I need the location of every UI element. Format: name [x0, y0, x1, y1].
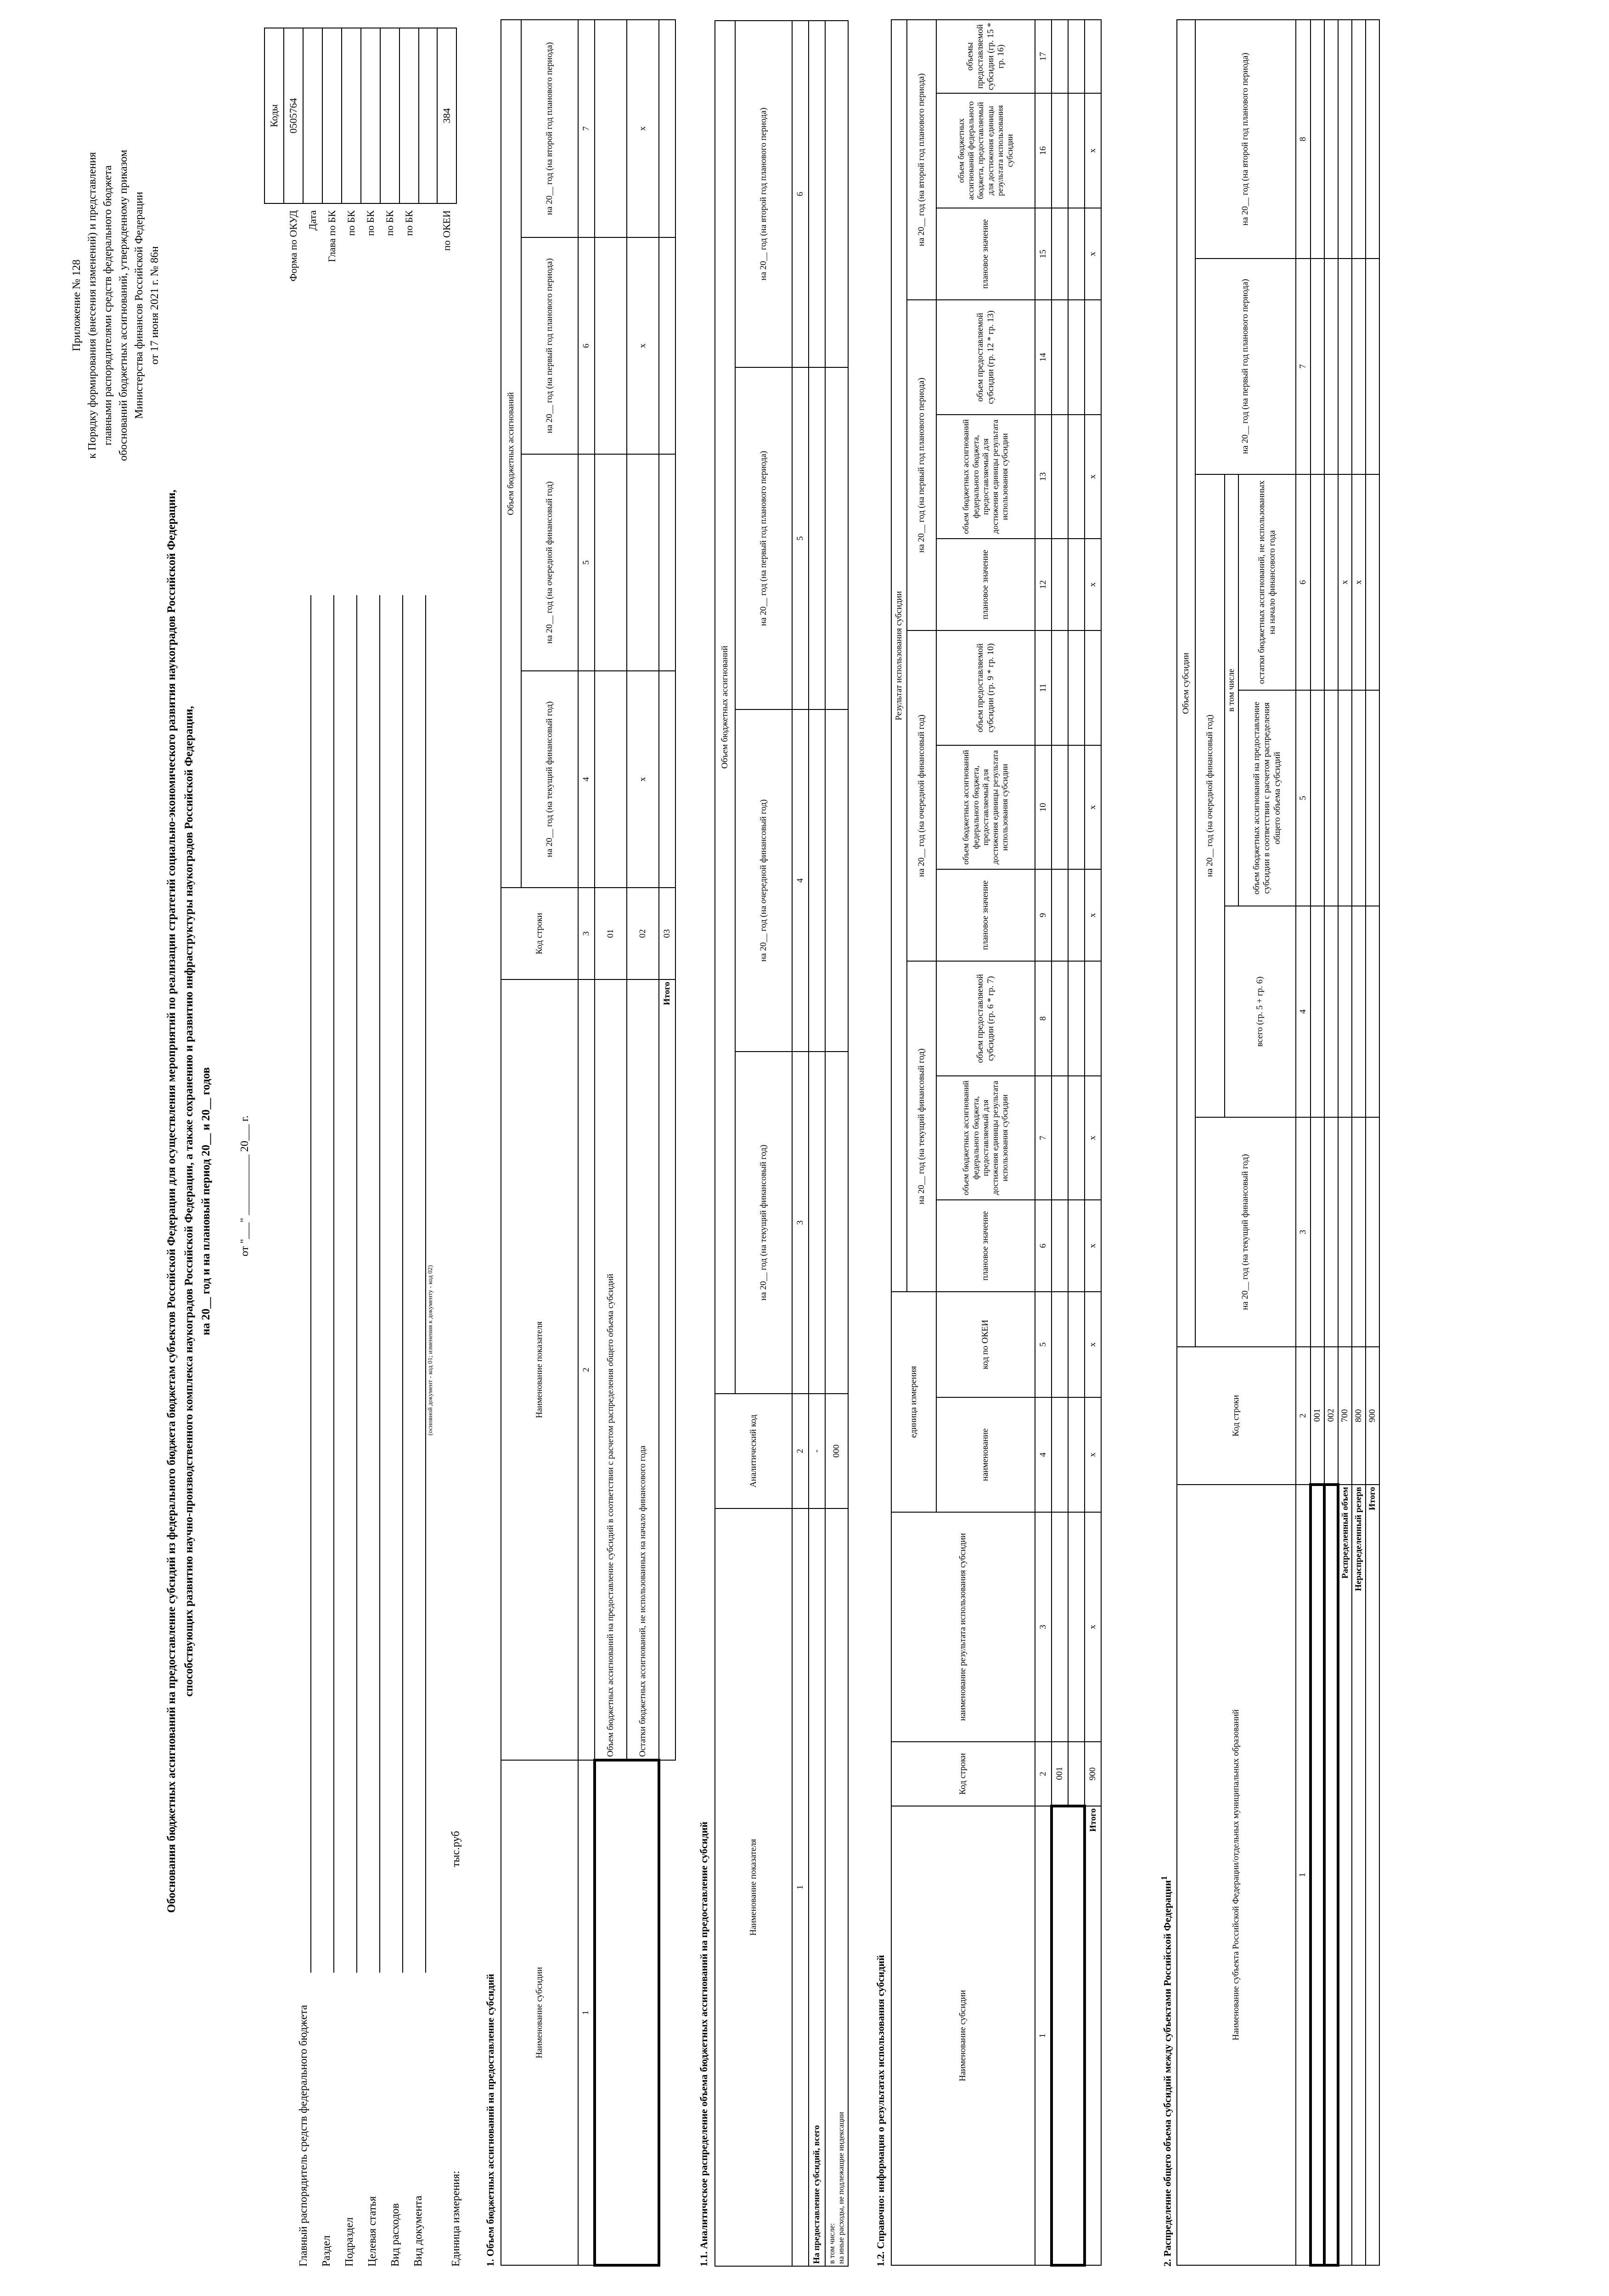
s1-cell[interactable] [659, 454, 675, 671]
s2-cell[interactable] [1311, 906, 1324, 1117]
code-value [399, 28, 419, 203]
appendix-block [69, 18, 163, 592]
s1-row-indicator: Остатки бюджетных ассигнований, не использованных на начало финансового года [627, 979, 659, 1760]
s1-cell[interactable] [659, 671, 675, 888]
col-num: 17 [1035, 20, 1052, 93]
s1-cell-x: x [627, 237, 659, 454]
doc-type-note: (основной документ - код 01; изменения к документу - код 02) [427, 1265, 434, 1435]
s12-h-volume: объемы предоставляемой субсидии (гр. 15 * гр. 16) [936, 20, 1035, 93]
col-num: 1 [792, 1508, 809, 2266]
s1-cell[interactable] [595, 454, 627, 671]
s12-cell[interactable] [1052, 539, 1068, 630]
s11-cell[interactable] [825, 1052, 848, 1394]
s12-h-year: на 20__ год (на первый год планового периода) [907, 300, 936, 630]
s12-cell-x: x [1085, 93, 1101, 208]
s11-h-code: Аналитический код [715, 1394, 792, 1508]
meta-label-gr: Главный распорядитель средств федерального бюджета [298, 2005, 309, 2267]
s12-h-per-unit: объем бюджетных ассигнований федерального бюджета, предоставляемый для достижения единицы результата использования субсидии [936, 1076, 1035, 1200]
s2-undist-code: 800 [1352, 1347, 1366, 1485]
s12-h-volume: объем предоставляемой субсидии (гр. 9 * гр. 10) [936, 630, 1035, 745]
s12-h-year: на 20__ год (на очередной финансовый год) [907, 630, 936, 961]
meta-line [378, 595, 380, 1973]
s1-subsidy-name-cell[interactable] [595, 1760, 659, 2265]
col-num: 2 [792, 1394, 809, 1508]
s1-h-indicator: Наименование показателя [501, 979, 578, 1760]
unit-value: тыс.руб [450, 1831, 462, 1867]
s2-cell[interactable] [1338, 20, 1352, 259]
col-num: 11 [1035, 630, 1052, 745]
s12-h-result-name: наименование результата использования субсидии [891, 1512, 1035, 1742]
s12-cell[interactable] [1085, 20, 1101, 93]
s12-cell[interactable] [1068, 208, 1085, 300]
s12-row-code: 001 [1052, 1742, 1068, 1806]
s12-cell-x: x [1085, 1512, 1101, 1742]
s1-h-year: на 20__ год (на первый год планового периода) [521, 237, 578, 454]
s2-cell[interactable] [1366, 690, 1379, 906]
unit-label: Единица измерения: [450, 2171, 462, 2267]
col-num: 12 [1035, 539, 1052, 630]
s1-cell[interactable] [595, 671, 627, 888]
s1-h-year: на 20__ год (на второй год планового периода) [521, 20, 578, 237]
s1-cell[interactable] [595, 20, 627, 237]
col-num: 8 [1035, 961, 1052, 1076]
section-1-2-table [891, 19, 1102, 2267]
s2-h-total: всего (гр. 5 + гр. 6) [1225, 906, 1296, 1117]
s2-cell-x: x [1352, 474, 1366, 690]
code-label: Форма по ОКУД [287, 210, 299, 281]
s11-cell[interactable] [825, 21, 848, 367]
col-num: 5 [792, 367, 809, 709]
col-num: 4 [792, 709, 809, 1052]
s2-region-cell[interactable] [1311, 1485, 1324, 2265]
document-date: от "___" ___________ 20___ г. [239, 1115, 251, 1256]
s2-cell[interactable] [1366, 1117, 1379, 1347]
document-title [163, 306, 215, 2097]
s11-h-volume: Объем бюджетных ассигнований [715, 21, 735, 1394]
s11-cell[interactable] [825, 367, 848, 709]
s1-cell[interactable] [627, 454, 659, 671]
s2-cell[interactable] [1311, 1117, 1324, 1347]
code-label: Глава по БК [326, 210, 338, 262]
s2-cell[interactable] [1338, 906, 1352, 1117]
s12-h-year: на 20__ год (на второй год планового периода) [907, 20, 936, 300]
s2-cell[interactable] [1366, 259, 1379, 474]
s2-cell[interactable] [1366, 906, 1379, 1117]
appendix-line: Министерства финансов Российской Федерации [133, 191, 146, 419]
s1-total-label: Итого [659, 979, 675, 1760]
s1-h-code: Код строки [501, 888, 578, 979]
s12-total-code: 900 [1085, 1742, 1101, 1806]
s11-incl-label: в том числе: [827, 2223, 836, 2264]
col-num: 4 [1035, 1397, 1052, 1512]
s12-cell[interactable] [1068, 20, 1085, 93]
s1-h-year: на 20__ год (на текущий финансовый год) [521, 671, 578, 888]
col-num: 4 [578, 671, 595, 888]
s12-h-volume: объем предоставляемой субсидии (гр. 12 * гр. 13) [936, 300, 1035, 415]
s2-cell[interactable] [1324, 690, 1338, 906]
s12-cell-x: x [1085, 208, 1101, 300]
s11-cell[interactable] [809, 21, 825, 367]
col-num: 2 [1035, 1742, 1052, 1806]
meta-line [355, 595, 357, 1973]
col-num: 3 [578, 888, 595, 979]
code-value [342, 28, 361, 203]
s1-total-code: 03 [659, 888, 675, 979]
s12-h-unit: единица измерения [891, 1292, 936, 1512]
s11-h-indicator: Наименование показателя [715, 1508, 792, 2266]
s12-cell[interactable] [1068, 93, 1085, 208]
col-num: 1 [578, 1760, 595, 2265]
s12-cell-x: x [1085, 539, 1101, 630]
s2-dist-label: Распределенный объем [1338, 1485, 1352, 2265]
col-num: 5 [1035, 1292, 1052, 1397]
s2-cell[interactable] [1352, 20, 1366, 259]
s12-cell[interactable] [1052, 630, 1068, 745]
s2-h-year: на 20__ год (на первый год планового периода) [1195, 259, 1296, 474]
s2-cell[interactable] [1324, 259, 1338, 474]
s12-cell[interactable] [1052, 208, 1068, 300]
appendix-line: Приложение № 128 [71, 259, 83, 351]
s12-cell[interactable] [1068, 961, 1085, 1076]
s2-undist-label: Нераспределенный резерв [1352, 1485, 1366, 2265]
codes-header: Коды [264, 28, 284, 203]
s11-total-label: На предоставление субсидий, всего [809, 1508, 825, 2266]
s1-h-name: Наименование субсидии [501, 1760, 578, 2265]
col-num: 9 [1035, 869, 1052, 961]
code-value [361, 28, 380, 203]
s12-cell[interactable] [1085, 630, 1101, 745]
s12-cell[interactable] [1068, 630, 1085, 745]
s12-cell[interactable] [1068, 300, 1085, 415]
s12-h-planned: плановое значение [936, 539, 1035, 630]
col-num: 15 [1035, 208, 1052, 300]
s1-cell-x: x [627, 20, 659, 237]
s2-h-year: на 20__ год (на текущий финансовый год) [1195, 1117, 1296, 1347]
s2-cell[interactable] [1324, 20, 1338, 259]
col-num: 7 [578, 20, 595, 237]
s1-cell[interactable] [659, 20, 675, 237]
col-num: 1 [1296, 1485, 1311, 2265]
col-num: 6 [1035, 1200, 1052, 1292]
appendix-line: от 17 июня 2021 г. № 86н [149, 246, 161, 365]
code-value: 0505764 [284, 28, 303, 203]
section-2-table [1176, 19, 1380, 2267]
s2-cell[interactable] [1324, 906, 1338, 1117]
s2-cell[interactable] [1311, 474, 1324, 690]
s12-h-name: Наименование субсидии [891, 1806, 1035, 2265]
s1-cell[interactable] [659, 237, 675, 454]
s12-cell[interactable] [1068, 745, 1085, 869]
s11-h-year: на 20__ год (на текущий финансовый год) [735, 1052, 792, 1394]
s2-h-name: Наименование субъекта Российской Федерации/отдельных муниципальных образований [1177, 1485, 1296, 2265]
s11-other-label [825, 1508, 848, 2266]
section-2-title-text: 2. Распределение общего объема субсидий между субъектами Российской Федерации [1161, 1880, 1173, 2267]
s12-cell[interactable] [1052, 869, 1068, 961]
col-num: 5 [578, 454, 595, 671]
s11-h-year: на 20__ год (на очередной финансовый год) [735, 709, 792, 1052]
col-num: 3 [1035, 1512, 1052, 1742]
code-label: по БК [403, 210, 415, 236]
s12-h-per-unit: объем бюджетных ассигнований федерального бюджета, предоставляемый для достижения единицы результата использования субсидии [936, 415, 1035, 539]
code-label: по БК [365, 210, 376, 236]
col-num: 2 [1296, 1347, 1311, 1485]
s12-cell[interactable] [1052, 93, 1068, 208]
meta-label-celevaya: Целевая статья [366, 2196, 378, 2267]
title-line-3: на 20__ год и на плановый период 20__ и 20__ годов [200, 1067, 212, 1335]
col-num: 13 [1035, 415, 1052, 539]
code-value [303, 28, 322, 203]
s1-row-code: 02 [627, 888, 659, 979]
s11-total-code: - [809, 1394, 825, 1508]
section-1-table [501, 19, 676, 2267]
s12-row-code-empty [1068, 1742, 1085, 1806]
s2-cell[interactable] [1338, 259, 1352, 474]
s2-h-c5: объем бюджетных ассигнований на предоставление субсидии в соответствии с расчетом распределения общего объема субсидий [1238, 690, 1296, 906]
s12-cell-x: x [1085, 1397, 1101, 1512]
s12-h-code: Код строки [891, 1742, 1035, 1806]
s2-cell[interactable] [1366, 474, 1379, 690]
s2-row-code: 002 [1324, 1347, 1338, 1485]
s12-cell[interactable] [1052, 20, 1068, 93]
s12-h-planned: плановое значение [936, 1200, 1035, 1292]
s2-h-year: на 20__ год (на очередной финансовый год) [1195, 474, 1225, 1117]
s2-cell[interactable] [1311, 20, 1324, 259]
s12-cell[interactable] [1052, 1200, 1068, 1292]
s2-h-incl: в том числе [1225, 474, 1238, 906]
s12-h-per-unit: объем бюджетных ассигнований федерального бюджета, предоставляемый для достижения единицы результата использования субсидии [936, 93, 1035, 208]
s1-h-year: на 20__ год (на очередной финансовый год) [521, 454, 578, 671]
meta-line [309, 595, 311, 1973]
col-num: 4 [1296, 906, 1311, 1117]
code-value [380, 28, 399, 203]
code-label: по БК [384, 210, 395, 236]
s11-h-year: на 20__ год (на второй год планового периода) [735, 21, 792, 367]
s11-cell[interactable] [809, 1052, 825, 1394]
meta-label-vid-doc: Вид документа [412, 2195, 424, 2267]
s2-row-code: 001 [1311, 1347, 1324, 1485]
s2-cell[interactable] [1338, 1117, 1352, 1347]
s12-cell-x: x [1085, 1076, 1101, 1200]
s12-cell[interactable] [1052, 745, 1068, 869]
s12-cell-x: x [1085, 1200, 1101, 1292]
section-2-footnote: 1 [1159, 1876, 1169, 1880]
s2-cell[interactable] [1338, 690, 1352, 906]
s2-cell-x: x [1338, 474, 1352, 690]
s12-h-result: Результат использования субсидии [891, 20, 907, 1292]
section-1-1-title: 1.1. Аналитическое распределение объема бюджетных ассигнований на предоставление субсидий [698, 1822, 709, 2267]
s12-h-year: на 20__ год (на текущий финансовый год) [907, 961, 936, 1292]
col-num: 7 [1296, 259, 1311, 474]
col-num: 16 [1035, 93, 1052, 208]
s2-dist-code: 700 [1338, 1347, 1352, 1485]
col-num: 7 [1035, 1076, 1052, 1200]
s12-cell[interactable] [1052, 1512, 1068, 1742]
okei-label: по ОКЕИ [441, 210, 452, 251]
meta-line [332, 595, 334, 1973]
s2-h-c6: остатки бюджетных ассигнований, не использованных на начало финансового года [1238, 474, 1296, 690]
appendix-line: обоснований бюджетных ассигнований, утвержденному приказом [118, 150, 130, 461]
s12-cell-x: x [1085, 869, 1101, 961]
s11-cell[interactable] [809, 367, 825, 709]
s12-cell[interactable] [1052, 1397, 1068, 1512]
section-2-title [1159, 1876, 1173, 2267]
section-1-title: 1. Объем бюджетных ассигнований на предоставление субсидий [484, 1974, 496, 2267]
col-num: 1 [1035, 1806, 1052, 2265]
s1-row-code: 01 [595, 888, 627, 979]
s1-h-volume: Объем бюджетных ассигнований [501, 20, 521, 888]
meta-label-podrazdel: Подраздел [343, 2217, 355, 2267]
col-num: 3 [1296, 1117, 1311, 1347]
s2-cell[interactable] [1352, 690, 1366, 906]
s12-h-planned: плановое значение [936, 869, 1035, 961]
s12-cell-x: x [1085, 1292, 1101, 1397]
col-num: 14 [1035, 300, 1052, 415]
s12-subsidy-name-cell[interactable] [1052, 1806, 1085, 2265]
s2-cell[interactable] [1311, 690, 1324, 906]
s12-h-per-unit: объем бюджетных ассигнований федерального бюджета, предоставляемый для достижения единицы результата использования субсидии [936, 745, 1035, 869]
title-line-1: Обоснования бюджетных ассигнований на предоставление субсидий из федерального бюджета бюджетам субъектов Российской Федерации для осуществления мероприятий по реализации стратегий социально-экономического развития наукоградов Российской Федерации, [165, 490, 178, 1913]
col-num: 6 [1296, 474, 1311, 690]
s12-cell-x: x [1085, 745, 1101, 869]
s2-cell[interactable] [1352, 1117, 1366, 1347]
title-line-2: способствующих развитию научно-производственного комплекса наукоградов Российской Федерации, а также сохранению и развитию инфраструктуры наукоградов Российской Федерации, [182, 706, 195, 1697]
col-num: 3 [792, 1052, 809, 1394]
s12-cell[interactable] [1068, 539, 1085, 630]
s11-other-code: 000 [825, 1394, 848, 1508]
s2-region-cell[interactable] [1324, 1485, 1338, 2265]
s11-cell[interactable] [825, 709, 848, 1052]
section-1-2-title: 1.2. Справочно: информация о результатах использования субсидий [875, 1955, 886, 2267]
s12-cell[interactable] [1052, 415, 1068, 539]
col-num: 6 [578, 237, 595, 454]
col-num: 6 [792, 21, 809, 367]
code-value [322, 28, 342, 203]
meta-line [424, 595, 426, 1973]
s12-cell[interactable] [1068, 1200, 1085, 1292]
s12-h-planned: плановое значение [936, 208, 1035, 300]
s2-h-volume: Объем субсидии [1177, 20, 1195, 1347]
appendix-line: к Порядку формирования (внесения изменений) и представления [86, 152, 99, 459]
s2-h-code: Код строки [1177, 1347, 1296, 1485]
col-num: 8 [1296, 20, 1311, 259]
s2-total-label: Итого [1366, 1485, 1379, 2265]
meta-label-vid-rashodov: Вид расходов [389, 2203, 401, 2267]
section-1-1-table [714, 20, 849, 2267]
s2-cell[interactable] [1352, 259, 1366, 474]
s1-cell-x: x [627, 671, 659, 888]
s12-cell[interactable] [1068, 1512, 1085, 1742]
s12-cell[interactable] [1068, 1397, 1085, 1512]
col-num: 2 [578, 979, 595, 1760]
s12-cell[interactable] [1085, 961, 1101, 1076]
s12-cell-x: x [1085, 415, 1101, 539]
s1-row-indicator: Объем бюджетных ассигнований на предоставление субсидий в соответствии с расчетом распределения общего объема субсидий [595, 979, 627, 1760]
col-num: 5 [1296, 690, 1311, 906]
meta-line [401, 595, 403, 1973]
appendix-line: главными распорядителями средств федерального бюджета [102, 165, 114, 445]
s12-cell[interactable] [1052, 300, 1068, 415]
okei-value: 384 [437, 28, 456, 203]
meta-label-razdel: Раздел [321, 2235, 332, 2267]
code-label: по БК [345, 210, 357, 236]
s1-cell[interactable] [595, 237, 627, 454]
s2-h-year: на 20__ год (на второй год планового периода) [1195, 20, 1296, 259]
s12-total-label: Итого [1085, 1806, 1101, 2265]
s2-cell[interactable] [1324, 1117, 1338, 1347]
s12-h-volume: объем предоставляемой субсидии (гр. 6 * гр. 7) [936, 961, 1035, 1076]
s12-cell[interactable] [1052, 961, 1068, 1076]
s11-cell[interactable] [809, 709, 825, 1052]
s2-cell[interactable] [1352, 906, 1366, 1117]
s2-total-code: 900 [1366, 1347, 1379, 1485]
s12-cell[interactable] [1068, 415, 1085, 539]
codes-table [264, 28, 457, 348]
s12-cell[interactable] [1085, 300, 1101, 415]
s12-cell[interactable] [1068, 1076, 1085, 1200]
s11-other-text: на иные расходы, не подлежащие индексации [837, 2112, 845, 2264]
col-num: 10 [1035, 745, 1052, 869]
s12-cell[interactable] [1052, 1292, 1068, 1397]
s12-h-unit-name: наименование [936, 1397, 1035, 1512]
s2-cell[interactable] [1311, 259, 1324, 474]
s2-cell[interactable] [1324, 474, 1338, 690]
s11-h-year: на 20__ год (на первый год планового периода) [735, 367, 792, 709]
code-label: Дата [307, 210, 318, 231]
s12-h-okei: код по ОКЕИ [936, 1292, 1035, 1397]
s2-cell[interactable] [1366, 20, 1379, 259]
s12-cell[interactable] [1068, 869, 1085, 961]
s12-cell[interactable] [1068, 1292, 1085, 1397]
s12-cell[interactable] [1052, 1076, 1068, 1200]
